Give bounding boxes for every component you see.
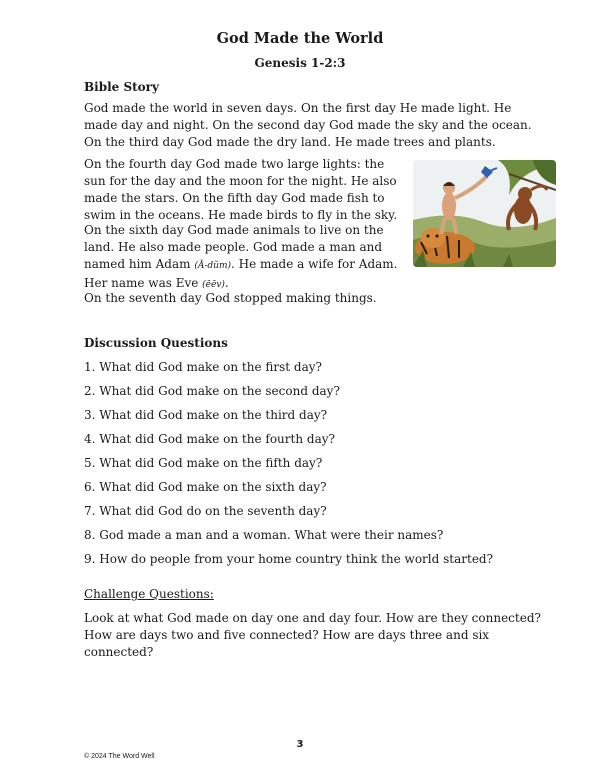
challenge-questions-text: Look at what God made on day one and day four. How are they connected? How are days two and five connected? How are days three and six connected? <box>84 611 541 659</box>
challenge-questions-heading: Challenge Questions: <box>84 587 214 601</box>
page-number: 3 <box>296 739 304 750</box>
story-paragraph-3 <box>84 222 402 294</box>
story-paragraph-3-text-b: . He made a wife for Adam. Her name was Eve <box>84 257 398 290</box>
discussion-question-7: 7. What did God do on the seventh day? <box>84 504 327 518</box>
discussion-question-2: 2. What did God make on the second day? <box>84 384 340 398</box>
story-paragraph-3-text-a: On the sixth day God made animals to live on the land. He also made people. God made a man and named him Adam <box>84 223 384 271</box>
story-paragraph-1: God made the world in seven days. On the first day He made light. He made day and night. On the second day God made the sky and the ocean. On the third day God made the dry land. He made trees and plants. <box>84 101 532 149</box>
story-paragraph-4: On the seventh day God stopped making things. <box>84 291 377 305</box>
discussion-question-6: 6. What did God make on the sixth day? <box>84 480 327 494</box>
discussion-question-8: 8. God made a man and a woman. What were their names? <box>84 528 444 542</box>
discussion-question-9: 9. How do people from your home country think the world started? <box>84 552 494 566</box>
adam-pronunciation: (Ă-dŭm) <box>194 261 231 271</box>
bible-story-heading: Bible Story <box>84 80 159 94</box>
copyright-notice: © 2024 The Word Well <box>84 753 155 760</box>
discussion-question-4: 4. What did God make on the fourth day? <box>84 432 335 446</box>
discussion-question-5: 5. What did God make on the fifth day? <box>84 456 323 470</box>
scripture-reference: Genesis 1-2:3 <box>254 56 346 70</box>
discussion-questions-heading: Discussion Questions <box>84 336 228 350</box>
story-paragraph-3-text-c: . <box>224 276 229 290</box>
page-title: God Made the World <box>216 30 384 47</box>
eve-pronunciation: (ēēv) <box>202 280 225 290</box>
discussion-question-1: 1. What did God make on the first day? <box>84 360 322 374</box>
story-paragraph-2: On the fourth day God made two large lights: the sun for the day and the moon for the night. He also made the stars. On the fifth day God made fish to swim in the oceans. He made birds to fly in the sky. <box>84 157 398 222</box>
discussion-question-3: 3. What did God make on the third day? <box>84 408 328 422</box>
adam-with-animals-illustration <box>413 160 556 267</box>
